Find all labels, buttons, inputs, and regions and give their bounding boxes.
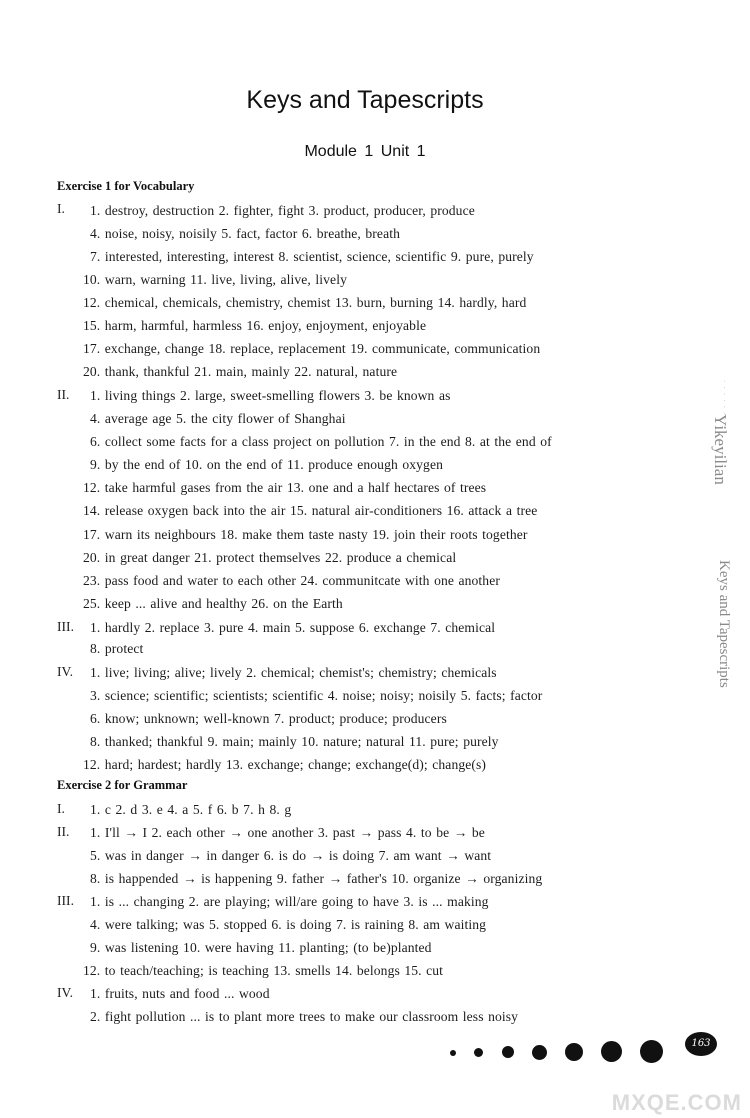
ex1-II-line: 6. collect some facts for a class project on pollution 7. in the end 8. at the end of (90, 434, 552, 449)
ex2-III-line: 4. were talking; was 5. stopped 6. is doing 7. is raining 8. am waiting (90, 917, 487, 932)
ex2-III-line: 9. was listening 10. were having 11. planting; (to be)planted (90, 940, 432, 955)
watermark: MXQE.COM (611, 1090, 742, 1115)
ex2-part-IV-label: IV. (57, 985, 73, 1000)
exercise-1-heading: Exercise 1 for Vocabulary (57, 179, 195, 193)
module-unit-heading: Module 1 Unit 1 (304, 143, 426, 160)
ex1-II-line: 17. warn its neighbours 18. make them taste nasty 19. join their roots together (83, 527, 528, 542)
ex2-II-line: 5. was in danger → in danger 6. is do → is doing 7. am want → want (90, 848, 492, 863)
ex2-part-I-label: I. (57, 801, 65, 816)
ex1-I-line: 1. destroy, destruction 2. fighter, fight 3. product, producer, produce (90, 203, 475, 218)
ex2-II-line: 8. is happended → is happening 9. father → father's 10. organize → organizing (90, 871, 543, 886)
side-tab-brand: Yikeyilian (711, 414, 730, 485)
ex2-III-line: 1. is ... changing 2. are playing; will/are going to have 3. is ... making (90, 894, 489, 909)
ex1-IV-line: 3. science; scientific; scientists; scientific 4. noise; noisy; noisily 5. facts; factor (90, 688, 543, 703)
ex1-III-line: 1. hardly 2. replace 3. pure 4. main 5. suppose 6. exchange 7. chemical (90, 620, 496, 635)
ex1-II-line: 20. in great danger 21. protect themselves 22. produce a chemical (83, 550, 457, 565)
ex1-I-line: 7. interested, interesting, interest 8. scientist, science, scientific 9. pure, purely (90, 249, 534, 264)
ex1-I-line: 17. exchange, change 18. replace, replacement 19. communicate, communication (83, 341, 541, 356)
ex2-II-line: 1. I'll → I 2. each other → one another 3. past → pass 4. to be → be (90, 825, 485, 840)
page-number: 163 (685, 1032, 717, 1056)
ex2-IV-line: 1. fruits, nuts and food ... wood (90, 986, 270, 1001)
ex1-IV-line: 6. know; unknown; well-known 7. product; produce; producers (90, 711, 447, 726)
ex2-I-line: 1. c 2. d 3. e 4. a 5. f 6. b 7. h 8. g (90, 802, 292, 817)
ex1-II-line: 23. pass food and water to each other 24. communitcate with one another (83, 573, 500, 588)
ex1-I-line: 10. warn, warning 11. live, living, alive, lively (83, 272, 347, 287)
ex1-I-line: 4. noise, noisy, noisily 5. fact, factor 6. breathe, breath (90, 226, 400, 241)
ex1-part-II-label: II. (57, 387, 70, 402)
side-tab-decoration: · · · · · · · · (720, 380, 728, 429)
ex1-II-line: 4. average age 5. the city flower of Shanghai (90, 411, 346, 426)
ex1-I-line: 15. harm, harmful, harmless 16. enjoy, enjoyment, enjoyable (83, 318, 427, 333)
ex1-part-IV-label: IV. (57, 664, 73, 679)
ex1-part-I-label: I. (57, 201, 65, 216)
ex1-IV-line: 1. live; living; alive; lively 2. chemical; chemist's; chemistry; chemicals (90, 665, 497, 680)
ex1-I-line: 12. chemical, chemicals, chemistry, chemist 13. burn, burning 14. hardly, hard (83, 295, 527, 310)
ex1-II-line: 25. keep ... alive and healthy 26. on the Earth (83, 596, 343, 611)
ex1-IV-line: 12. hard; hardest; hardly 13. exchange; change; exchange(d); change(s) (83, 757, 487, 772)
ex1-II-line: 12. take harmful gases from the air 13. one and a half hectares of trees (83, 480, 487, 495)
ex1-III-line: 8. protect (90, 641, 144, 656)
side-tab-section: Keys and Tapescripts (716, 560, 732, 688)
ex1-II-line: 9. by the end of 10. on the end of 11. produce enough oxygen (90, 457, 443, 472)
ex2-IV-line: 2. fight pollution ... is to plant more trees to make our classroom less noisy (90, 1009, 519, 1024)
ex2-part-III-label: III. (57, 893, 74, 908)
ex1-II-line: 1. living things 2. large, sweet-smelling flowers 3. be known as (90, 388, 451, 403)
ex1-part-III-label: III. (57, 619, 74, 634)
exercise-2-heading: Exercise 2 for Grammar (57, 778, 188, 792)
ex1-I-line: 20. thank, thankful 21. main, mainly 22. natural, nature (83, 364, 398, 379)
ex2-III-line: 12. to teach/teaching; is teaching 13. smells 14. belongs 15. cut (83, 963, 444, 978)
ex1-IV-line: 8. thanked; thankful 9. main; mainly 10. nature; natural 11. pure; purely (90, 734, 499, 749)
ex2-part-II-label: II. (57, 824, 70, 839)
ex1-II-line: 14. release oxygen back into the air 15. natural air-conditioners 16. attack a tree (83, 503, 538, 518)
page-title: Keys and Tapescripts (246, 86, 484, 114)
